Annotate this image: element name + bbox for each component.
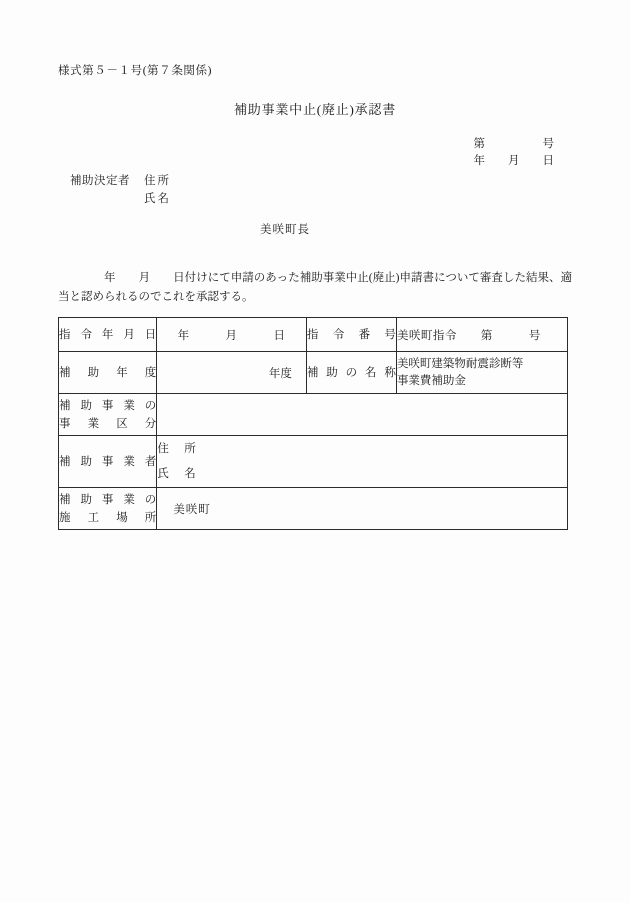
row-label-business-category — [59, 394, 157, 436]
subsidy-year-value: 年度 — [268, 367, 292, 380]
table-row — [59, 436, 568, 488]
row-label-text-line1: 補助事業の — [59, 493, 157, 506]
body-date-blank: 年 月 日 — [58, 272, 185, 284]
addressee-label: 補助決定者 — [70, 175, 130, 187]
row-label-business-operator — [59, 436, 157, 488]
body-text: 付けにて申請のあった補助事業中止(廃止)申請書について審査した結果、適当と認められるのでこれを承認する。 — [58, 272, 573, 303]
row-label-order-date — [59, 318, 157, 352]
row-label-construction-site — [59, 488, 157, 530]
operator-address-field: 住 所 — [157, 442, 198, 455]
subsidy-name-line2: 事業費補助金 — [396, 374, 466, 387]
order-number-value: 美咲町指令 第 号 — [396, 329, 541, 342]
row-label-text: 補助年度 — [59, 366, 157, 379]
cell-order-number-value[interactable] — [396, 318, 567, 352]
cell-subsidy-year-value[interactable] — [157, 352, 307, 394]
construction-site-value: 美咲町 — [173, 503, 211, 516]
row-label-subsidy-year — [59, 352, 157, 394]
row-label-text-line2: 事業区分 — [59, 417, 157, 430]
form-number: 様式第５－１号(第７条関係) — [58, 65, 213, 77]
order-date-value: 年 月 日 — [177, 329, 286, 342]
document-date-line: 年 月 日 — [473, 155, 554, 167]
cell-business-operator-value[interactable] — [157, 436, 568, 488]
operator-name-field: 氏 名 — [157, 467, 198, 480]
document-number-line: 第 号 — [473, 138, 554, 150]
row-label-text: 補助事業者 — [59, 455, 157, 468]
row-label-order-number — [306, 318, 396, 352]
number-date-block — [474, 136, 555, 170]
addressee-address-field: 住所 — [144, 175, 171, 187]
addressee-block — [70, 172, 171, 208]
addressee-name-field: 氏名 — [144, 193, 171, 205]
subsidy-name-line1: 美咲町建築物耐震診断等 — [396, 357, 524, 370]
row-label-text: 補助の名称 — [306, 366, 396, 379]
table-row — [59, 318, 568, 352]
cell-subsidy-name-value[interactable] — [396, 352, 567, 394]
table-row — [59, 352, 568, 394]
cell-business-category-value[interactable] — [157, 394, 568, 436]
row-label-text-line1: 補助事業の — [59, 399, 157, 412]
table-row — [59, 394, 568, 436]
issuer-name: 美咲町長 — [260, 224, 310, 236]
page-title: 補助事業中止(廃止)承認書 — [233, 102, 397, 117]
approval-details-table — [58, 317, 568, 530]
row-label-text: 指令年月日 — [59, 328, 157, 341]
row-label-text-line2: 施工場所 — [59, 511, 157, 524]
row-label-text: 指令番号 — [306, 328, 396, 341]
cell-order-date-value[interactable] — [157, 318, 307, 352]
table-row — [59, 488, 568, 530]
cell-construction-site-value[interactable] — [157, 488, 568, 530]
row-label-subsidy-name — [306, 352, 396, 394]
body-paragraph — [58, 269, 572, 306]
